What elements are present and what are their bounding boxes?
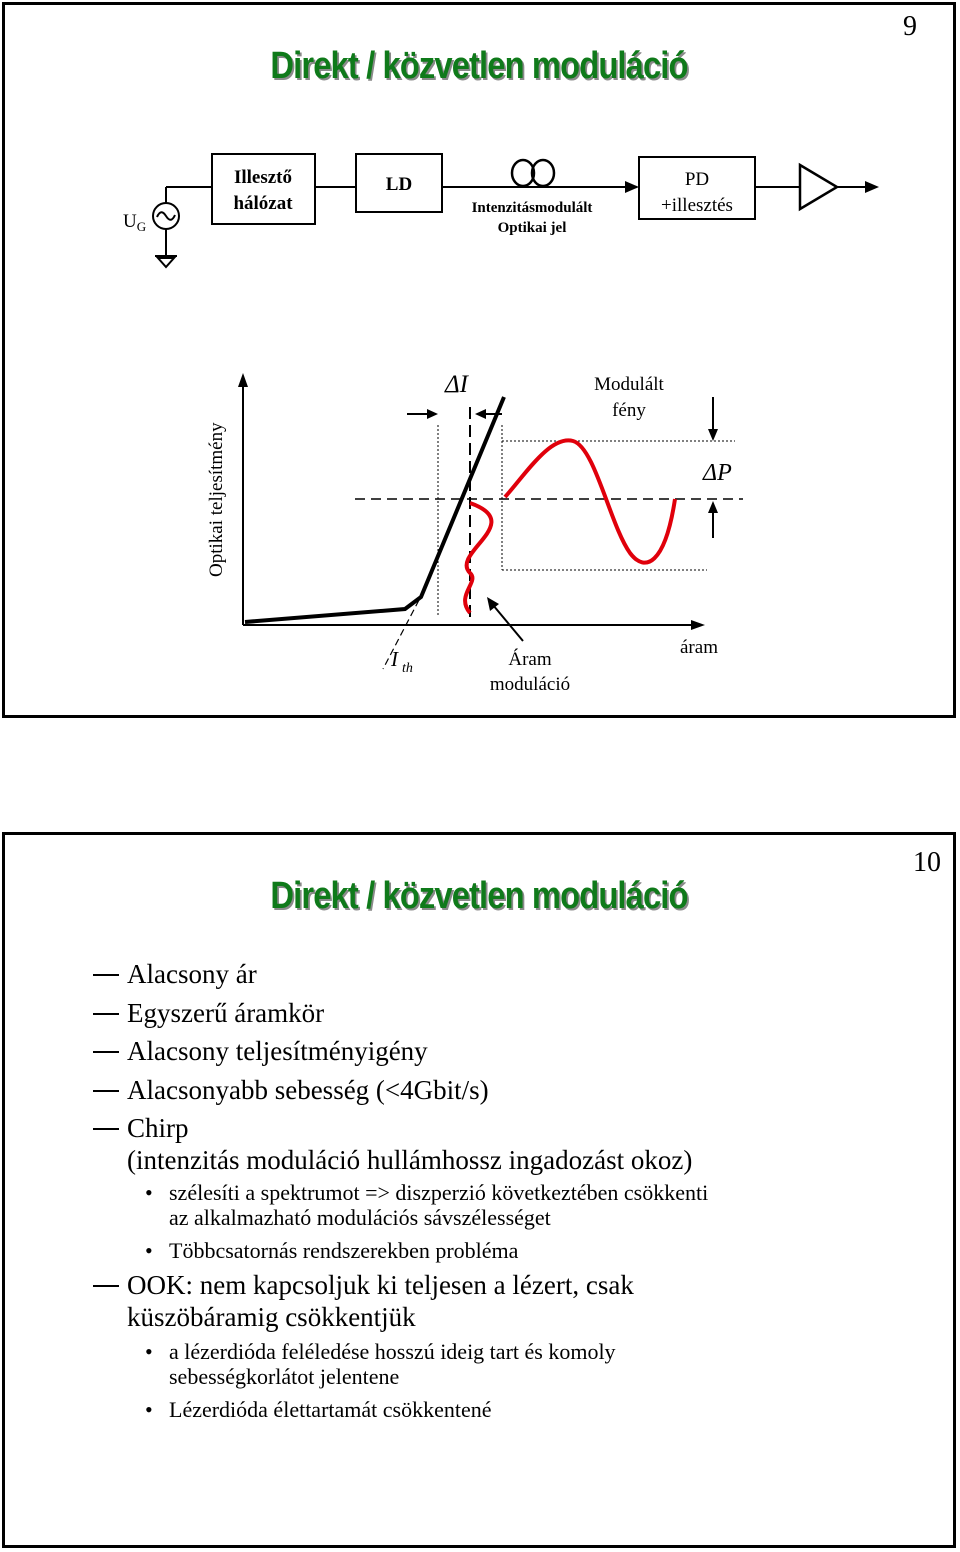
delta-p-label: ΔP (703, 460, 732, 486)
li-curve (245, 397, 504, 622)
fiber-label-1: Intenzitásmodulált (471, 200, 593, 216)
current-modulation-label-1: Áram (508, 649, 552, 670)
ld-label: LD (385, 174, 413, 195)
x-axis-label: áram (680, 637, 718, 658)
sub-bullet: • szélesíti a spektrumot => diszperzió következtében csökkenti az alkalmazható modulációs sávszélességet (145, 1180, 709, 1230)
ith-label: I $_{th}$ (391, 647, 413, 676)
list-item: Alacsony ár (93, 958, 257, 990)
matching-label-1: Illesztő (233, 167, 293, 188)
modulation-diagram (5, 5, 953, 715)
delta-i-label: ΔI (445, 371, 468, 398)
list-item-chirp: Chirp (intenzitás moduláció hullámhossz ingadozást okoz) (93, 1112, 692, 1176)
list-item: Alacsonyabb sebesség (<4Gbit/s) (93, 1074, 489, 1106)
modulated-light-label-2: fény (612, 400, 646, 421)
list-item: Alacsony teljesítményigény (93, 1035, 428, 1067)
list-item-ook: OOK: nem kapcsoljuk ki teljesen a lézert, csak küszöbáramig csökkentjük (93, 1269, 634, 1333)
matching-label-2: hálózat (233, 193, 293, 214)
pd-label-2: +illesztés (661, 195, 733, 216)
fiber-label-2: Optikai jel (497, 220, 567, 236)
slide-10 (2, 832, 956, 1548)
page-number: 10 (913, 847, 941, 878)
ground-icon (155, 256, 177, 267)
current-modulation-label-2: moduláció (489, 674, 571, 695)
slide-title: Direkt / közvetlen moduláció (270, 875, 688, 917)
modulated-light-label-1: Modulált (594, 374, 664, 395)
y-axis-label: Optikai teljesítmény (206, 422, 227, 577)
pd-label-1: PD (684, 169, 710, 190)
slide-9 (2, 2, 956, 718)
list-item: Egyszerű áramkör (93, 997, 324, 1029)
amplifier-icon (800, 165, 837, 209)
sub-bullet: • a lézerdióda feléledése hosszú ideig tart és komoly sebességkorlátot jelentene (145, 1339, 616, 1389)
slide-title: Direkt / közvetlen moduláció (270, 45, 688, 87)
page-number: 9 (903, 11, 917, 42)
sub-bullet: • Többcsatornás rendszerekben probléma (145, 1238, 519, 1263)
source-label: $U_G$ (123, 211, 147, 234)
sub-bullet: • Lézerdióda élettartamát csökkentené (145, 1397, 492, 1422)
light-modulation-wave (505, 440, 675, 562)
fiber-coil-icon (512, 160, 554, 186)
